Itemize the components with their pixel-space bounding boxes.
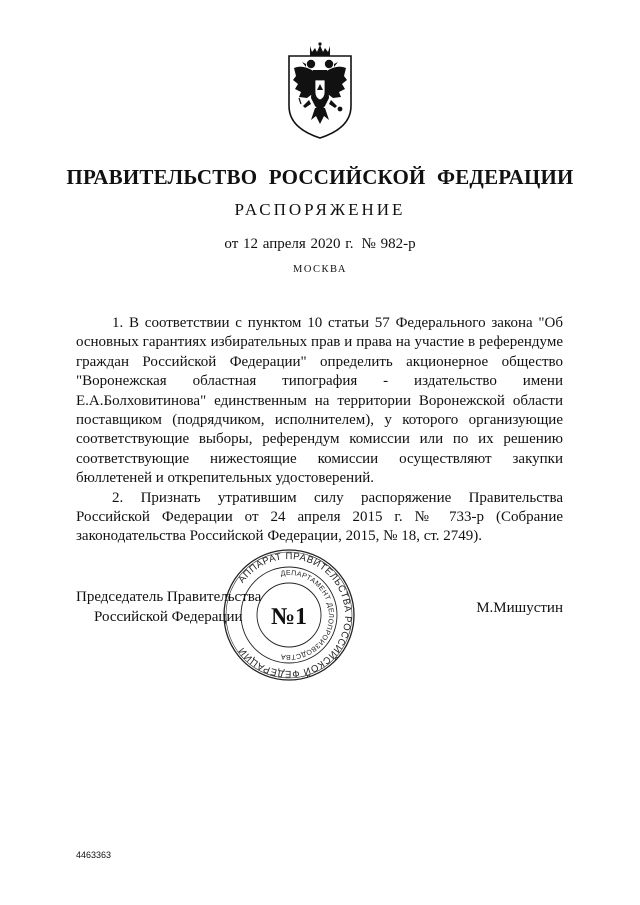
document-date: от 12 апреля 2020 г. bbox=[224, 236, 354, 252]
document-number: № 982-р bbox=[361, 236, 416, 252]
signer-name: М.Мишустин bbox=[476, 600, 563, 616]
svg-text:ДЕПАРТАМЕНТ ДЕЛОПРОИЗВОДСТВА: ДЕПАРТАМЕНТ ДЕЛОПРОИЗВОДСТВА bbox=[280, 569, 335, 661]
document-type: РАСПОРЯЖЕНИЕ bbox=[234, 200, 406, 219]
round-seal-icon bbox=[222, 548, 356, 682]
document-body bbox=[76, 314, 563, 547]
document-date-line bbox=[0, 236, 640, 253]
svg-text:№1: №1 bbox=[270, 604, 308, 630]
document-code: 4463363 bbox=[76, 850, 112, 860]
signer-title-line-2: Российской Федерации bbox=[94, 609, 243, 625]
document-city: МОСКВА bbox=[293, 264, 347, 275]
signer-title-line-1: Председатель Правительства bbox=[76, 589, 262, 605]
svg-text:АППАРАТ ПРАВИТЕЛЬСТВА РОССИЙСК: АППАРАТ ПРАВИТЕЛЬСТВА РОССИЙСКОЙ ФЕДЕРАЦИИ bbox=[236, 550, 354, 680]
paragraph-1: 1. В соответствии с пунктом 10 статьи 57 Федерального закона "Об основных гарантиях избирательных прав и права на участие в референдуме граждан Российской Федерации" определить акционерное общество "Воронежская областная типография - издательство имени Е.А.Болховитинова" единственным на территории Воронежской области поставщиком (подрядчиком, исполнителем), у которого организующие соответствующие выборы, референдум комиссии или по их решению соответствующие нижестоящие комиссии осуществляют закупки бюллетеней и открепительных удостоверений. bbox=[76, 315, 563, 487]
russian-coat-of-arms-icon bbox=[285, 42, 355, 140]
paragraph-2: 2. Признать утратившим силу распоряжение Правительства Российской Федерации от 24 апреля 2015 г. № 733-р (Собрание законодательства Российской Федерации, 2015, № 18, ст. 2749). bbox=[76, 489, 563, 545]
government-title: ПРАВИТЕЛЬСТВО РОССИЙСКОЙ ФЕДЕРАЦИИ bbox=[66, 165, 574, 189]
